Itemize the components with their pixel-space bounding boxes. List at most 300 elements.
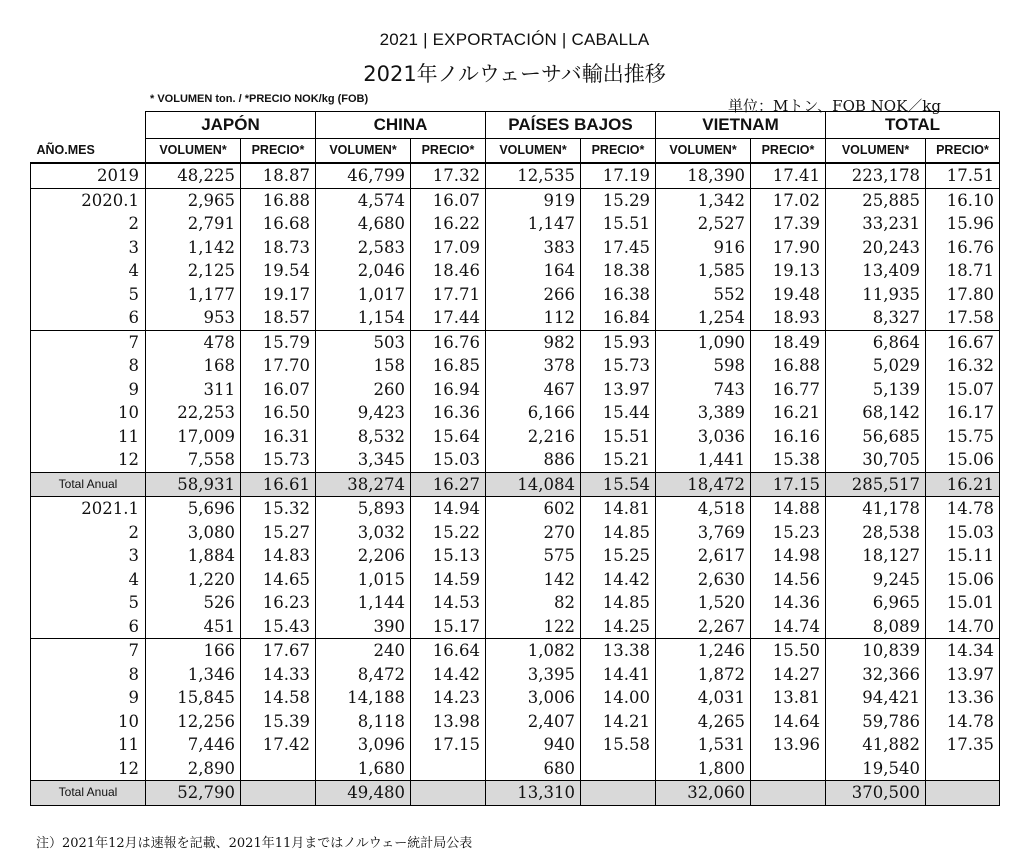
price-cell: 17.39 — [751, 212, 826, 236]
volume-cell: 41,178 — [826, 497, 926, 521]
volume-cell: 2,046 — [316, 259, 411, 283]
price-cell: 14.27 — [751, 663, 826, 687]
row-label: 11 — [31, 733, 146, 757]
volume-cell: 526 — [146, 591, 241, 615]
row-label: 10 — [31, 401, 146, 425]
volume-cell: 953 — [146, 306, 241, 330]
volume-cell: 2,527 — [656, 212, 751, 236]
volume-cell: 602 — [486, 497, 581, 521]
volume-cell: 30,705 — [826, 448, 926, 472]
volume-header: VOLUMEN* — [656, 139, 751, 164]
price-cell: 18.57 — [241, 306, 316, 330]
price-cell: 15.06 — [926, 568, 1000, 592]
row-label: 2 — [31, 521, 146, 545]
volume-cell: 18,127 — [826, 544, 926, 568]
price-cell: 17.09 — [411, 236, 486, 260]
volume-cell: 223,178 — [826, 163, 926, 188]
price-cell: 14.33 — [241, 663, 316, 687]
volume-cell: 4,265 — [656, 710, 751, 734]
volume-cell: 1,220 — [146, 568, 241, 592]
volume-cell: 940 — [486, 733, 581, 757]
price-cell: 15.21 — [581, 448, 656, 472]
volume-cell: 4,518 — [656, 497, 751, 521]
price-cell: 15.22 — [411, 521, 486, 545]
volume-cell: 28,538 — [826, 521, 926, 545]
price-cell: 14.65 — [241, 568, 316, 592]
volume-cell: 575 — [486, 544, 581, 568]
volume-cell: 311 — [146, 378, 241, 402]
price-header: PRECIO* — [751, 139, 826, 164]
price-cell: 15.29 — [581, 188, 656, 212]
price-cell: 15.54 — [581, 472, 656, 497]
volume-cell: 1,800 — [656, 757, 751, 781]
volume-cell: 41,882 — [826, 733, 926, 757]
total-row — [31, 781, 1000, 806]
price-header: PRECIO* — [411, 139, 486, 164]
price-cell: 14.36 — [751, 591, 826, 615]
price-cell — [581, 781, 656, 806]
price-cell: 14.56 — [751, 568, 826, 592]
table-row — [31, 663, 1000, 687]
volume-cell: 886 — [486, 448, 581, 472]
price-cell: 17.15 — [751, 472, 826, 497]
volume-cell: 6,864 — [826, 330, 926, 354]
volume-cell: 4,031 — [656, 686, 751, 710]
volume-cell: 3,769 — [656, 521, 751, 545]
volume-cell: 2,617 — [656, 544, 751, 568]
price-cell: 15.11 — [926, 544, 1000, 568]
price-cell: 15.51 — [581, 425, 656, 449]
price-cell: 17.51 — [926, 163, 1000, 188]
table-row — [31, 306, 1000, 330]
price-cell: 13.38 — [581, 639, 656, 663]
volume-cell: 13,409 — [826, 259, 926, 283]
volume-cell: 8,327 — [826, 306, 926, 330]
price-cell: 16.64 — [411, 639, 486, 663]
volume-cell: 15,845 — [146, 686, 241, 710]
volume-cell: 266 — [486, 283, 581, 307]
price-cell: 15.93 — [581, 330, 656, 354]
export-table — [30, 111, 1000, 806]
price-cell — [751, 757, 826, 781]
table-row — [31, 497, 1000, 521]
price-cell: 14.94 — [411, 497, 486, 521]
volume-cell: 168 — [146, 354, 241, 378]
row-label: 7 — [31, 330, 146, 354]
table-row — [31, 591, 1000, 615]
volume-cell: 390 — [316, 615, 411, 639]
volume-cell: 1,015 — [316, 568, 411, 592]
price-cell: 16.94 — [411, 378, 486, 402]
country-header: VIETNAM — [656, 112, 826, 139]
price-cell: 17.58 — [926, 306, 1000, 330]
price-cell — [751, 781, 826, 806]
price-cell: 15.03 — [926, 521, 1000, 545]
price-cell: 15.44 — [581, 401, 656, 425]
volume-cell: 3,036 — [656, 425, 751, 449]
volume-cell: 370,500 — [826, 781, 926, 806]
price-cell: 17.15 — [411, 733, 486, 757]
price-cell: 16.21 — [926, 472, 1000, 497]
row-label: 5 — [31, 283, 146, 307]
corner-cell — [31, 112, 146, 139]
price-cell: 17.45 — [581, 236, 656, 260]
price-cell: 16.16 — [751, 425, 826, 449]
row-label: Total Anual — [31, 472, 146, 497]
volume-cell: 49,480 — [316, 781, 411, 806]
volume-cell: 7,558 — [146, 448, 241, 472]
row-label: 12 — [31, 757, 146, 781]
volume-cell: 17,009 — [146, 425, 241, 449]
volume-cell: 5,029 — [826, 354, 926, 378]
volume-cell: 1,680 — [316, 757, 411, 781]
volume-cell: 12,535 — [486, 163, 581, 188]
price-cell: 16.36 — [411, 401, 486, 425]
volume-cell: 3,395 — [486, 663, 581, 687]
table-row — [31, 163, 1000, 188]
volume-cell: 1,872 — [656, 663, 751, 687]
volume-cell: 1,342 — [656, 188, 751, 212]
price-cell: 14.98 — [751, 544, 826, 568]
volume-cell: 982 — [486, 330, 581, 354]
price-cell: 17.32 — [411, 163, 486, 188]
price-cell: 16.31 — [241, 425, 316, 449]
volume-cell: 260 — [316, 378, 411, 402]
volume-cell: 94,421 — [826, 686, 926, 710]
volume-cell: 2,206 — [316, 544, 411, 568]
volume-cell: 478 — [146, 330, 241, 354]
volume-cell: 552 — [656, 283, 751, 307]
price-cell: 19.13 — [751, 259, 826, 283]
price-cell: 18.87 — [241, 163, 316, 188]
price-cell — [411, 757, 486, 781]
volume-cell: 3,032 — [316, 521, 411, 545]
price-cell: 15.43 — [241, 615, 316, 639]
price-cell: 14.00 — [581, 686, 656, 710]
price-cell: 17.67 — [241, 639, 316, 663]
row-label: Total Anual — [31, 781, 146, 806]
price-cell: 15.39 — [241, 710, 316, 734]
volume-header: VOLUMEN* — [826, 139, 926, 164]
price-cell: 14.81 — [581, 497, 656, 521]
table-row — [31, 330, 1000, 354]
volume-cell: 158 — [316, 354, 411, 378]
price-cell: 15.07 — [926, 378, 1000, 402]
price-cell: 17.90 — [751, 236, 826, 260]
volume-cell: 3,080 — [146, 521, 241, 545]
footnote: 注）2021年12月は速報を記載、2021年11月まではノルウェー統計局公表 — [36, 836, 473, 851]
volume-cell: 7,446 — [146, 733, 241, 757]
price-cell: 16.67 — [926, 330, 1000, 354]
volume-cell: 1,090 — [656, 330, 751, 354]
price-cell: 16.10 — [926, 188, 1000, 212]
volume-cell: 598 — [656, 354, 751, 378]
volume-cell: 25,885 — [826, 188, 926, 212]
row-label: 5 — [31, 591, 146, 615]
volume-cell: 383 — [486, 236, 581, 260]
row-label: 3 — [31, 236, 146, 260]
volume-cell: 1,520 — [656, 591, 751, 615]
price-cell: 13.81 — [751, 686, 826, 710]
price-cell: 15.50 — [751, 639, 826, 663]
price-cell: 16.50 — [241, 401, 316, 425]
price-cell: 14.42 — [581, 568, 656, 592]
price-cell: 15.32 — [241, 497, 316, 521]
volume-cell: 378 — [486, 354, 581, 378]
volume-cell: 1,177 — [146, 283, 241, 307]
price-cell: 14.34 — [926, 639, 1000, 663]
price-cell: 15.58 — [581, 733, 656, 757]
row-label: 2021.1 — [31, 497, 146, 521]
volume-cell: 19,540 — [826, 757, 926, 781]
price-cell: 15.79 — [241, 330, 316, 354]
table-row — [31, 686, 1000, 710]
price-cell: 14.64 — [751, 710, 826, 734]
volume-cell: 1,142 — [146, 236, 241, 260]
volume-cell: 32,060 — [656, 781, 751, 806]
table-row — [31, 521, 1000, 545]
table-row — [31, 401, 1000, 425]
row-label: 9 — [31, 378, 146, 402]
table-row — [31, 259, 1000, 283]
price-cell: 16.23 — [241, 591, 316, 615]
row-label: 7 — [31, 639, 146, 663]
price-cell: 14.78 — [926, 710, 1000, 734]
volume-cell: 5,893 — [316, 497, 411, 521]
price-header: PRECIO* — [926, 139, 1000, 164]
price-cell: 16.22 — [411, 212, 486, 236]
volume-cell: 919 — [486, 188, 581, 212]
price-cell: 13.97 — [926, 663, 1000, 687]
price-cell: 13.96 — [751, 733, 826, 757]
price-cell: 15.51 — [581, 212, 656, 236]
volume-cell: 1,082 — [486, 639, 581, 663]
volume-header: VOLUMEN* — [146, 139, 241, 164]
price-cell: 15.73 — [241, 448, 316, 472]
price-cell: 15.17 — [411, 615, 486, 639]
volume-cell: 467 — [486, 378, 581, 402]
volume-cell: 2,216 — [486, 425, 581, 449]
table-row — [31, 425, 1000, 449]
unit-label: 単位：Mトン、FOB NOK／kg — [728, 97, 941, 115]
volume-cell: 68,142 — [826, 401, 926, 425]
volume-cell: 1,884 — [146, 544, 241, 568]
table-row — [31, 283, 1000, 307]
volume-cell: 1,254 — [656, 306, 751, 330]
price-cell: 15.73 — [581, 354, 656, 378]
price-cell: 13.98 — [411, 710, 486, 734]
volume-cell: 6,166 — [486, 401, 581, 425]
volume-cell: 2,407 — [486, 710, 581, 734]
price-cell: 17.80 — [926, 283, 1000, 307]
row-label: 2 — [31, 212, 146, 236]
price-cell: 14.83 — [241, 544, 316, 568]
table-row — [31, 212, 1000, 236]
volume-cell: 8,089 — [826, 615, 926, 639]
volume-cell: 48,225 — [146, 163, 241, 188]
price-cell: 16.76 — [411, 330, 486, 354]
price-cell: 15.06 — [926, 448, 1000, 472]
volume-cell: 52,790 — [146, 781, 241, 806]
row-label: 2020.1 — [31, 188, 146, 212]
price-cell: 18.38 — [581, 259, 656, 283]
price-cell: 19.54 — [241, 259, 316, 283]
price-cell: 16.61 — [241, 472, 316, 497]
price-cell: 19.17 — [241, 283, 316, 307]
volume-cell: 56,685 — [826, 425, 926, 449]
price-cell: 16.84 — [581, 306, 656, 330]
country-header: TOTAL — [826, 112, 1000, 139]
price-cell: 14.53 — [411, 591, 486, 615]
price-header: PRECIO* — [581, 139, 656, 164]
price-cell: 15.13 — [411, 544, 486, 568]
price-cell: 16.85 — [411, 354, 486, 378]
total-row — [31, 472, 1000, 497]
price-cell: 13.97 — [581, 378, 656, 402]
table-row — [31, 544, 1000, 568]
volume-cell: 1,531 — [656, 733, 751, 757]
country-header: CHINA — [316, 112, 486, 139]
volume-cell: 270 — [486, 521, 581, 545]
table-row — [31, 448, 1000, 472]
volume-cell: 18,472 — [656, 472, 751, 497]
price-cell: 17.44 — [411, 306, 486, 330]
row-label: 8 — [31, 354, 146, 378]
table-row — [31, 568, 1000, 592]
table-row — [31, 188, 1000, 212]
volume-cell: 32,366 — [826, 663, 926, 687]
price-cell: 18.93 — [751, 306, 826, 330]
volume-cell: 3,096 — [316, 733, 411, 757]
volume-cell: 2,267 — [656, 615, 751, 639]
price-cell: 16.38 — [581, 283, 656, 307]
row-label: 9 — [31, 686, 146, 710]
price-cell: 15.03 — [411, 448, 486, 472]
price-cell: 14.85 — [581, 591, 656, 615]
price-cell: 15.96 — [926, 212, 1000, 236]
volume-cell: 164 — [486, 259, 581, 283]
volume-cell: 33,231 — [826, 212, 926, 236]
price-cell: 14.78 — [926, 497, 1000, 521]
price-cell: 17.71 — [411, 283, 486, 307]
volume-cell: 10,839 — [826, 639, 926, 663]
volume-cell: 18,390 — [656, 163, 751, 188]
table-row — [31, 354, 1000, 378]
volume-cell: 8,532 — [316, 425, 411, 449]
price-cell: 14.58 — [241, 686, 316, 710]
volume-cell: 38,274 — [316, 472, 411, 497]
price-cell: 14.25 — [581, 615, 656, 639]
price-cell — [241, 781, 316, 806]
price-cell: 17.70 — [241, 354, 316, 378]
volume-cell: 9,245 — [826, 568, 926, 592]
table-row — [31, 236, 1000, 260]
price-cell: 15.75 — [926, 425, 1000, 449]
volume-cell: 1,154 — [316, 306, 411, 330]
price-cell: 16.27 — [411, 472, 486, 497]
row-label: 10 — [31, 710, 146, 734]
volume-cell: 4,680 — [316, 212, 411, 236]
price-cell: 18.46 — [411, 259, 486, 283]
price-cell: 17.42 — [241, 733, 316, 757]
volume-cell: 2,630 — [656, 568, 751, 592]
price-cell: 17.19 — [581, 163, 656, 188]
page-subtitle: 2021年ノルウェーサバ輸出推移 — [363, 62, 666, 86]
price-cell: 15.27 — [241, 521, 316, 545]
price-cell: 16.07 — [241, 378, 316, 402]
price-cell: 14.21 — [581, 710, 656, 734]
volume-cell: 112 — [486, 306, 581, 330]
volume-cell: 4,574 — [316, 188, 411, 212]
country-header: JAPÓN — [146, 112, 316, 139]
price-cell: 16.76 — [926, 236, 1000, 260]
price-cell: 19.48 — [751, 283, 826, 307]
table-row — [31, 733, 1000, 757]
volume-cell: 1,147 — [486, 212, 581, 236]
volume-cell: 3,389 — [656, 401, 751, 425]
volume-cell: 680 — [486, 757, 581, 781]
volume-cell: 1,585 — [656, 259, 751, 283]
price-cell: 17.35 — [926, 733, 1000, 757]
price-cell: 15.38 — [751, 448, 826, 472]
row-label: 4 — [31, 259, 146, 283]
price-cell: 15.01 — [926, 591, 1000, 615]
price-cell: 14.23 — [411, 686, 486, 710]
price-cell: 17.02 — [751, 188, 826, 212]
row-label: 3 — [31, 544, 146, 568]
price-cell: 16.07 — [411, 188, 486, 212]
row-label: 12 — [31, 448, 146, 472]
volume-cell: 8,118 — [316, 710, 411, 734]
volume-cell: 2,890 — [146, 757, 241, 781]
row-label: 8 — [31, 663, 146, 687]
volume-cell: 1,144 — [316, 591, 411, 615]
table-row — [31, 615, 1000, 639]
price-cell: 15.23 — [751, 521, 826, 545]
volume-header: VOLUMEN* — [486, 139, 581, 164]
volume-cell: 2,583 — [316, 236, 411, 260]
table-row — [31, 710, 1000, 734]
price-cell: 16.68 — [241, 212, 316, 236]
volume-header: VOLUMEN* — [316, 139, 411, 164]
volume-cell: 3,006 — [486, 686, 581, 710]
price-cell — [241, 757, 316, 781]
row-label: 6 — [31, 306, 146, 330]
price-cell: 16.17 — [926, 401, 1000, 425]
units-note: * VOLUMEN ton. / *PRECIO NOK/kg (FOB) — [150, 93, 369, 105]
row-label: 6 — [31, 615, 146, 639]
volume-cell: 6,965 — [826, 591, 926, 615]
volume-cell: 1,017 — [316, 283, 411, 307]
price-cell: 18.73 — [241, 236, 316, 260]
volume-cell: 5,696 — [146, 497, 241, 521]
volume-cell: 2,791 — [146, 212, 241, 236]
price-cell: 13.36 — [926, 686, 1000, 710]
price-cell: 16.88 — [241, 188, 316, 212]
volume-cell: 1,441 — [656, 448, 751, 472]
volume-cell: 82 — [486, 591, 581, 615]
volume-cell: 12,256 — [146, 710, 241, 734]
volume-cell: 285,517 — [826, 472, 926, 497]
volume-cell: 9,423 — [316, 401, 411, 425]
price-cell: 16.77 — [751, 378, 826, 402]
volume-cell: 451 — [146, 615, 241, 639]
volume-cell: 13,310 — [486, 781, 581, 806]
row-label: 11 — [31, 425, 146, 449]
price-cell: 16.21 — [751, 401, 826, 425]
volume-cell: 8,472 — [316, 663, 411, 687]
price-cell: 14.74 — [751, 615, 826, 639]
